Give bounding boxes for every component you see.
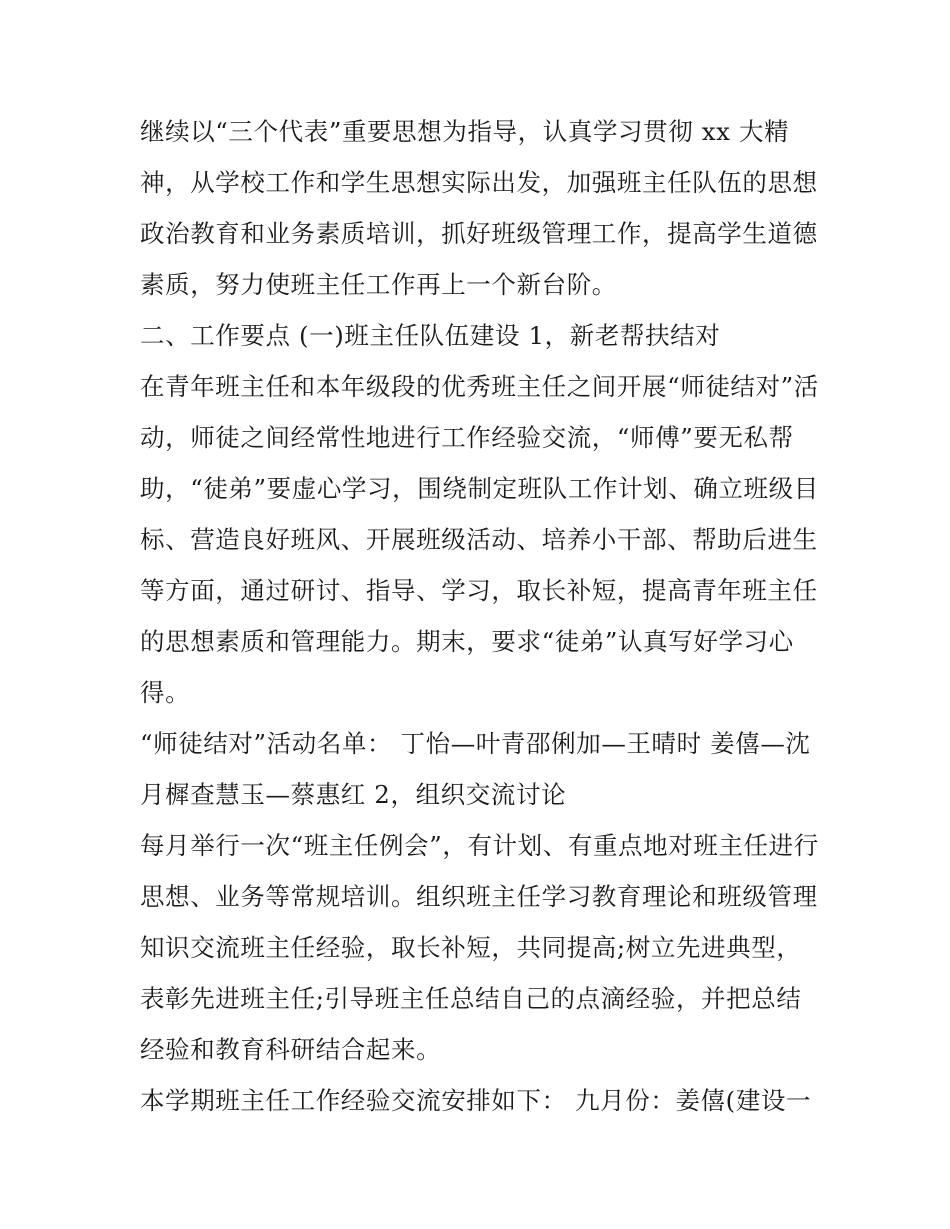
text-line: 神，从学校工作和学生思想实际出发，加强班主任队伍的思想 — [140, 168, 818, 197]
text-line: 等方面，通过研讨、指导、学习，取长补短，提高青年班主任 — [140, 576, 818, 605]
text-line: 在青年班主任和本年级段的优秀班主任之间开展“师徒结对”活 — [140, 372, 819, 401]
text-line: 月樨查慧玉—蔡惠红 2，组织交流讨论 — [140, 780, 567, 809]
text-line: 本学期班主任工作经验交流安排如下： 九月份：姜僖(建设一 — [140, 1086, 812, 1115]
text-line: 动，师徒之间经常性地进行工作经验交流，“师傅”要无私帮 — [140, 423, 794, 452]
text-line: 表彰先进班主任;引导班主任总结自己的点滴经验，并把总结 — [140, 984, 802, 1013]
text-line: 的思想素质和管理能力。期末，要求“徒弟”认真写好学习心 — [140, 627, 794, 656]
text-line: 素质，努力使班主任工作再上一个新台阶。 — [140, 270, 617, 299]
text-line: 政治教育和业务素质培训，抓好班级管理工作，提高学生道德 — [140, 219, 818, 248]
text-line: “师徒结对”活动名单： 丁怡—叶青邵俐加—王晴时 姜僖—沈 — [140, 729, 811, 758]
text-line: 标、营造良好班风、开展班级活动、培养小干部、帮助后进生 — [140, 525, 818, 554]
document-body — [140, 110, 820, 1130]
section-heading: 二、工作要点 (一)班主任队伍建设 1，新老帮扶结对 — [140, 321, 721, 350]
text-line: 知识交流班主任经验，取长补短，共同提高;树立先进典型， — [140, 933, 802, 962]
text-line: 助，“徒弟”要虚心学习，围绕制定班队工作计划、确立班级目 — [140, 474, 819, 503]
text-line: 经验和教育科研结合起来。 — [140, 1035, 442, 1064]
text-line: 每月举行一次“班主任例会”，有计划、有重点地对班主任进行 — [140, 831, 819, 860]
text-line: 继续以“三个代表”重要思想为指导，认真学习贯彻 xx 大精 — [140, 117, 790, 146]
text-line: 思想、业务等常规培训。组织班主任学习教育理论和班级管理 — [140, 882, 818, 911]
text-line: 得。 — [140, 678, 191, 707]
